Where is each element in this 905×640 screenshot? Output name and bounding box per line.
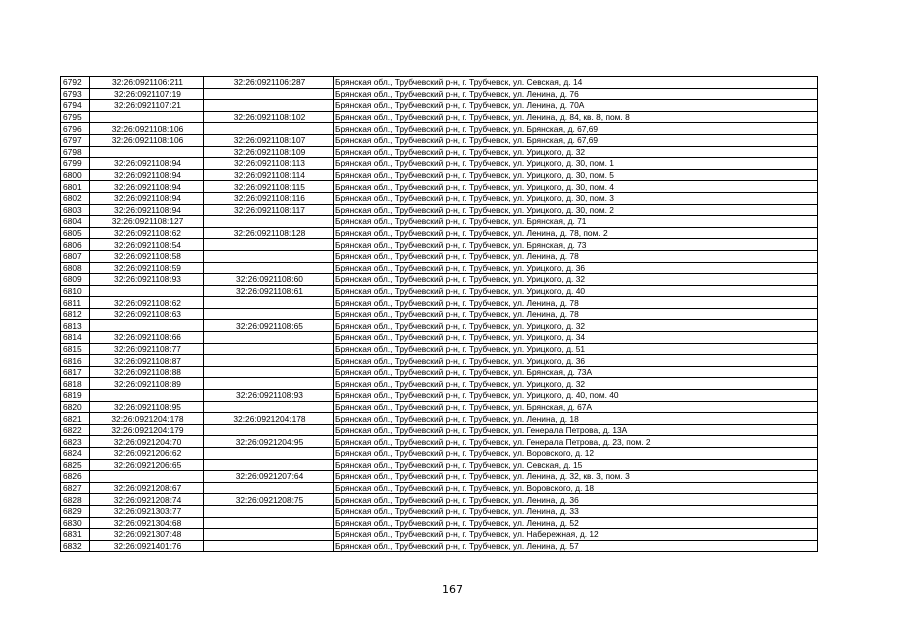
object-number-cell xyxy=(204,482,334,494)
cadastral-number-cell: 32:26:0921108:58 xyxy=(90,250,204,262)
cadastral-number-cell: 32:26:0921108:63 xyxy=(90,308,204,320)
cadastral-number-cell xyxy=(90,320,204,332)
row-number-cell: 6794 xyxy=(61,100,90,112)
table-row xyxy=(61,169,818,181)
row-number-cell: 6821 xyxy=(61,413,90,425)
row-number-cell: 6792 xyxy=(61,77,90,89)
cadastral-number-cell xyxy=(90,285,204,297)
object-number-cell xyxy=(204,332,334,344)
object-number-cell xyxy=(204,308,334,320)
row-number-cell: 6810 xyxy=(61,285,90,297)
address-cell: Брянская обл., Трубчевский р-н, г. Трубчевск, ул. Урицкого, д. 30, пом. 3 xyxy=(334,192,818,204)
address-cell: Брянская обл., Трубчевский р-н, г. Трубчевск, ул. Севская, д. 14 xyxy=(334,77,818,89)
row-number-cell: 6825 xyxy=(61,459,90,471)
row-number-cell: 6809 xyxy=(61,274,90,286)
cadastral-number-cell: 32:26:0921208:67 xyxy=(90,482,204,494)
cadastral-number-cell: 32:26:0921208:74 xyxy=(90,494,204,506)
table-row xyxy=(61,401,818,413)
address-cell: Брянская обл., Трубчевский р-н, г. Трубчевск, ул. Набережная, д. 12 xyxy=(334,529,818,541)
registry-table-body xyxy=(61,77,818,552)
object-number-cell: 32:26:0921108:109 xyxy=(204,146,334,158)
row-number-cell: 6812 xyxy=(61,308,90,320)
cadastral-number-cell: 32:26:0921303:77 xyxy=(90,505,204,517)
cadastral-number-cell xyxy=(90,390,204,402)
cadastral-number-cell: 32:26:0921204:179 xyxy=(90,424,204,436)
table-row xyxy=(61,111,818,123)
table-row xyxy=(61,250,818,262)
table-row xyxy=(61,204,818,216)
row-number-cell: 6829 xyxy=(61,505,90,517)
object-number-cell xyxy=(204,505,334,517)
address-cell: Брянская обл., Трубчевский р-н, г. Трубчевск, ул. Урицкого, д. 36 xyxy=(334,262,818,274)
page-number: 167 xyxy=(442,583,463,596)
table-row xyxy=(61,308,818,320)
object-number-cell: 32:26:0921108:113 xyxy=(204,158,334,170)
address-cell: Брянская обл., Трубчевский р-н, г. Трубчевск, ул. Урицкого, д. 51 xyxy=(334,343,818,355)
object-number-cell: 32:26:0921108:65 xyxy=(204,320,334,332)
table-row xyxy=(61,413,818,425)
object-number-cell: 32:26:0921208:75 xyxy=(204,494,334,506)
address-cell: Брянская обл., Трубчевский р-н, г. Трубчевск, ул. Ленина, д. 78 xyxy=(334,308,818,320)
address-cell: Брянская обл., Трубчевский р-н, г. Трубчевск, ул. Воровского, д. 18 xyxy=(334,482,818,494)
table-row xyxy=(61,390,818,402)
table-row xyxy=(61,216,818,228)
row-number-cell: 6800 xyxy=(61,169,90,181)
cadastral-number-cell: 32:26:0921108:93 xyxy=(90,274,204,286)
object-number-cell: 32:26:0921108:128 xyxy=(204,227,334,239)
table-row xyxy=(61,181,818,193)
table-row xyxy=(61,436,818,448)
address-cell: Брянская обл., Трубчевский р-н, г. Трубчевск, ул. Брянская, д. 67А xyxy=(334,401,818,413)
cadastral-number-cell: 32:26:0921108:94 xyxy=(90,181,204,193)
row-number-cell: 6793 xyxy=(61,88,90,100)
table-row xyxy=(61,378,818,390)
object-number-cell xyxy=(204,262,334,274)
object-number-cell xyxy=(204,529,334,541)
row-number-cell: 6806 xyxy=(61,239,90,251)
object-number-cell: 32:26:0921108:102 xyxy=(204,111,334,123)
table-row xyxy=(61,355,818,367)
table-row xyxy=(61,134,818,146)
address-cell: Брянская обл., Трубчевский р-н, г. Трубчевск, ул. Урицкого, д. 40 xyxy=(334,285,818,297)
address-cell: Брянская обл., Трубчевский р-н, г. Трубчевск, ул. Урицкого, д. 32 xyxy=(334,274,818,286)
table-row xyxy=(61,517,818,529)
row-number-cell: 6815 xyxy=(61,343,90,355)
cadastral-number-cell: 32:26:0921108:77 xyxy=(90,343,204,355)
table-row xyxy=(61,505,818,517)
table-row xyxy=(61,146,818,158)
object-number-cell: 32:26:0921207:64 xyxy=(204,471,334,483)
cadastral-number-cell: 32:26:0921106:211 xyxy=(90,77,204,89)
cadastral-number-cell: 32:26:0921108:106 xyxy=(90,134,204,146)
row-number-cell: 6830 xyxy=(61,517,90,529)
cadastral-number-cell: 32:26:0921107:21 xyxy=(90,100,204,112)
object-number-cell: 32:26:0921204:178 xyxy=(204,413,334,425)
table-row xyxy=(61,123,818,135)
table-row xyxy=(61,320,818,332)
row-number-cell: 6823 xyxy=(61,436,90,448)
address-cell: Брянская обл., Трубчевский р-н, г. Трубчевск, ул. Ленина, д. 33 xyxy=(334,505,818,517)
cadastral-number-cell: 32:26:0921108:88 xyxy=(90,366,204,378)
table-row xyxy=(61,297,818,309)
address-cell: Брянская обл., Трубчевский р-н, г. Трубчевск, ул. Урицкого, д. 30, пом. 1 xyxy=(334,158,818,170)
address-cell: Брянская обл., Трубчевский р-н, г. Трубчевск, ул. Ленина, д. 78, пом. 2 xyxy=(334,227,818,239)
row-number-cell: 6828 xyxy=(61,494,90,506)
cadastral-number-cell xyxy=(90,146,204,158)
object-number-cell xyxy=(204,297,334,309)
cadastral-number-cell xyxy=(90,111,204,123)
address-cell: Брянская обл., Трубчевский р-н, г. Трубчевск, ул. Урицкого, д. 34 xyxy=(334,332,818,344)
cadastral-number-cell: 32:26:0921206:65 xyxy=(90,459,204,471)
address-cell: Брянская обл., Трубчевский р-н, г. Трубчевск, ул. Урицкого, д. 30, пом. 4 xyxy=(334,181,818,193)
table-row xyxy=(61,494,818,506)
object-number-cell xyxy=(204,366,334,378)
cadastral-number-cell: 32:26:0921307:48 xyxy=(90,529,204,541)
table-row xyxy=(61,239,818,251)
cadastral-number-cell: 32:26:0921108:95 xyxy=(90,401,204,413)
row-number-cell: 6802 xyxy=(61,192,90,204)
object-number-cell xyxy=(204,239,334,251)
object-number-cell: 32:26:0921108:115 xyxy=(204,181,334,193)
table-row xyxy=(61,343,818,355)
cadastral-number-cell: 32:26:0921304:68 xyxy=(90,517,204,529)
row-number-cell: 6799 xyxy=(61,158,90,170)
table-row xyxy=(61,332,818,344)
table-row xyxy=(61,88,818,100)
table-row xyxy=(61,285,818,297)
address-cell: Брянская обл., Трубчевский р-н, г. Трубчевск, ул. Брянская, д. 67,69 xyxy=(334,134,818,146)
table-row xyxy=(61,274,818,286)
cadastral-number-cell: 32:26:0921108:66 xyxy=(90,332,204,344)
cadastral-number-cell: 32:26:0921108:127 xyxy=(90,216,204,228)
object-number-cell: 32:26:0921108:117 xyxy=(204,204,334,216)
address-cell: Брянская обл., Трубчевский р-н, г. Трубчевск, ул. Севская, д. 15 xyxy=(334,459,818,471)
object-number-cell xyxy=(204,123,334,135)
address-cell: Брянская обл., Трубчевский р-н, г. Трубчевск, ул. Ленина, д. 76 xyxy=(334,88,818,100)
table-row xyxy=(61,77,818,89)
table-row xyxy=(61,262,818,274)
object-number-cell: 32:26:0921108:107 xyxy=(204,134,334,146)
table-row xyxy=(61,100,818,112)
cadastral-number-cell xyxy=(90,471,204,483)
row-number-cell: 6824 xyxy=(61,448,90,460)
table-row xyxy=(61,424,818,436)
object-number-cell: 32:26:0921108:61 xyxy=(204,285,334,297)
cadastral-number-cell: 32:26:0921108:62 xyxy=(90,227,204,239)
row-number-cell: 6811 xyxy=(61,297,90,309)
row-number-cell: 6817 xyxy=(61,366,90,378)
cadastral-number-cell: 32:26:0921108:89 xyxy=(90,378,204,390)
table-row xyxy=(61,540,818,552)
object-number-cell xyxy=(204,459,334,471)
row-number-cell: 6816 xyxy=(61,355,90,367)
address-cell: Брянская обл., Трубчевский р-н, г. Трубчевск, ул. Брянская, д. 73 xyxy=(334,239,818,251)
address-cell: Брянская обл., Трубчевский р-н, г. Трубчевск, ул. Ленина, д. 52 xyxy=(334,517,818,529)
address-cell: Брянская обл., Трубчевский р-н, г. Трубчевск, ул. Урицкого, д. 32 xyxy=(334,378,818,390)
row-number-cell: 6827 xyxy=(61,482,90,494)
object-number-cell xyxy=(204,100,334,112)
cadastral-number-cell: 32:26:0921107:19 xyxy=(90,88,204,100)
object-number-cell xyxy=(204,250,334,262)
row-number-cell: 6805 xyxy=(61,227,90,239)
address-cell: Брянская обл., Трубчевский р-н, г. Трубчевск, ул. Брянская, д. 73А xyxy=(334,366,818,378)
table-row xyxy=(61,158,818,170)
cadastral-number-cell: 32:26:0921401:76 xyxy=(90,540,204,552)
row-number-cell: 6818 xyxy=(61,378,90,390)
cadastral-number-cell: 32:26:0921204:70 xyxy=(90,436,204,448)
address-cell: Брянская обл., Трубчевский р-н, г. Трубчевск, ул. Ленина, д. 18 xyxy=(334,413,818,425)
table-row xyxy=(61,471,818,483)
address-cell: Брянская обл., Трубчевский р-н, г. Трубчевск, ул. Ленина, д. 57 xyxy=(334,540,818,552)
table-row xyxy=(61,227,818,239)
table-row xyxy=(61,482,818,494)
row-number-cell: 6796 xyxy=(61,123,90,135)
object-number-cell: 32:26:0921108:114 xyxy=(204,169,334,181)
address-cell: Брянская обл., Трубчевский р-н, г. Трубчевск, ул. Ленина, д. 36 xyxy=(334,494,818,506)
row-number-cell: 6801 xyxy=(61,181,90,193)
address-cell: Брянская обл., Трубчевский р-н, г. Трубчевск, ул. Ленина, д. 32, кв. 3, пом. 3 xyxy=(334,471,818,483)
table-row xyxy=(61,192,818,204)
row-number-cell: 6826 xyxy=(61,471,90,483)
row-number-cell: 6813 xyxy=(61,320,90,332)
address-cell: Брянская обл., Трубчевский р-н, г. Трубчевск, ул. Генерала Петрова, д. 23, пом. 2 xyxy=(334,436,818,448)
address-cell: Брянская обл., Трубчевский р-н, г. Трубчевск, ул. Урицкого, д. 36 xyxy=(334,355,818,367)
table-row xyxy=(61,459,818,471)
cadastral-number-cell: 32:26:0921108:54 xyxy=(90,239,204,251)
address-cell: Брянская обл., Трубчевский р-н, г. Трубчевск, ул. Генерала Петрова, д. 13А xyxy=(334,424,818,436)
object-number-cell xyxy=(204,378,334,390)
address-cell: Брянская обл., Трубчевский р-н, г. Трубчевск, ул. Урицкого, д. 30, пом. 2 xyxy=(334,204,818,216)
object-number-cell xyxy=(204,216,334,228)
address-cell: Брянская обл., Трубчевский р-н, г. Трубчевск, ул. Ленина, д. 70А xyxy=(334,100,818,112)
object-number-cell xyxy=(204,355,334,367)
address-cell: Брянская обл., Трубчевский р-н, г. Трубчевск, ул. Урицкого, д. 32 xyxy=(334,146,818,158)
object-number-cell xyxy=(204,401,334,413)
cadastral-number-cell: 32:26:0921108:94 xyxy=(90,158,204,170)
address-cell: Брянская обл., Трубчевский р-н, г. Трубчевск, ул. Урицкого, д. 40, пом. 40 xyxy=(334,390,818,402)
cadastral-number-cell: 32:26:0921204:178 xyxy=(90,413,204,425)
row-number-cell: 6831 xyxy=(61,529,90,541)
address-cell: Брянская обл., Трубчевский р-н, г. Трубчевск, ул. Ленина, д. 84, кв. 8, пом. 8 xyxy=(334,111,818,123)
address-cell: Брянская обл., Трубчевский р-н, г. Трубчевск, ул. Урицкого, д. 30, пом. 5 xyxy=(334,169,818,181)
row-number-cell: 6808 xyxy=(61,262,90,274)
table-row xyxy=(61,448,818,460)
address-cell: Брянская обл., Трубчевский р-н, г. Трубчевск, ул. Брянская, д. 67,69 xyxy=(334,123,818,135)
object-number-cell xyxy=(204,343,334,355)
address-cell: Брянская обл., Трубчевский р-н, г. Трубчевск, ул. Брянская, д. 71 xyxy=(334,216,818,228)
cadastral-number-cell: 32:26:0921108:62 xyxy=(90,297,204,309)
row-number-cell: 6820 xyxy=(61,401,90,413)
row-number-cell: 6803 xyxy=(61,204,90,216)
row-number-cell: 6795 xyxy=(61,111,90,123)
table-row xyxy=(61,529,818,541)
row-number-cell: 6807 xyxy=(61,250,90,262)
row-number-cell: 6798 xyxy=(61,146,90,158)
object-number-cell xyxy=(204,517,334,529)
address-cell: Брянская обл., Трубчевский р-н, г. Трубчевск, ул. Ленина, д. 78 xyxy=(334,250,818,262)
registry-table xyxy=(60,76,818,552)
row-number-cell: 6832 xyxy=(61,540,90,552)
address-cell: Брянская обл., Трубчевский р-н, г. Трубчевск, ул. Урицкого, д. 32 xyxy=(334,320,818,332)
object-number-cell xyxy=(204,88,334,100)
cadastral-number-cell: 32:26:0921206:62 xyxy=(90,448,204,460)
object-number-cell: 32:26:0921108:93 xyxy=(204,390,334,402)
object-number-cell: 32:26:0921106:287 xyxy=(204,77,334,89)
row-number-cell: 6814 xyxy=(61,332,90,344)
table-row xyxy=(61,366,818,378)
address-cell: Брянская обл., Трубчевский р-н, г. Трубчевск, ул. Ленина, д. 78 xyxy=(334,297,818,309)
cadastral-number-cell: 32:26:0921108:94 xyxy=(90,192,204,204)
address-cell: Брянская обл., Трубчевский р-н, г. Трубчевск, ул. Воровского, д. 12 xyxy=(334,448,818,460)
cadastral-number-cell: 32:26:0921108:94 xyxy=(90,204,204,216)
object-number-cell: 32:26:0921108:60 xyxy=(204,274,334,286)
cadastral-number-cell: 32:26:0921108:87 xyxy=(90,355,204,367)
row-number-cell: 6797 xyxy=(61,134,90,146)
cadastral-number-cell: 32:26:0921108:106 xyxy=(90,123,204,135)
cadastral-number-cell: 32:26:0921108:94 xyxy=(90,169,204,181)
object-number-cell: 32:26:0921108:116 xyxy=(204,192,334,204)
row-number-cell: 6804 xyxy=(61,216,90,228)
object-number-cell: 32:26:0921204:95 xyxy=(204,436,334,448)
object-number-cell xyxy=(204,540,334,552)
object-number-cell xyxy=(204,448,334,460)
row-number-cell: 6822 xyxy=(61,424,90,436)
cadastral-number-cell: 32:26:0921108:59 xyxy=(90,262,204,274)
object-number-cell xyxy=(204,424,334,436)
row-number-cell: 6819 xyxy=(61,390,90,402)
